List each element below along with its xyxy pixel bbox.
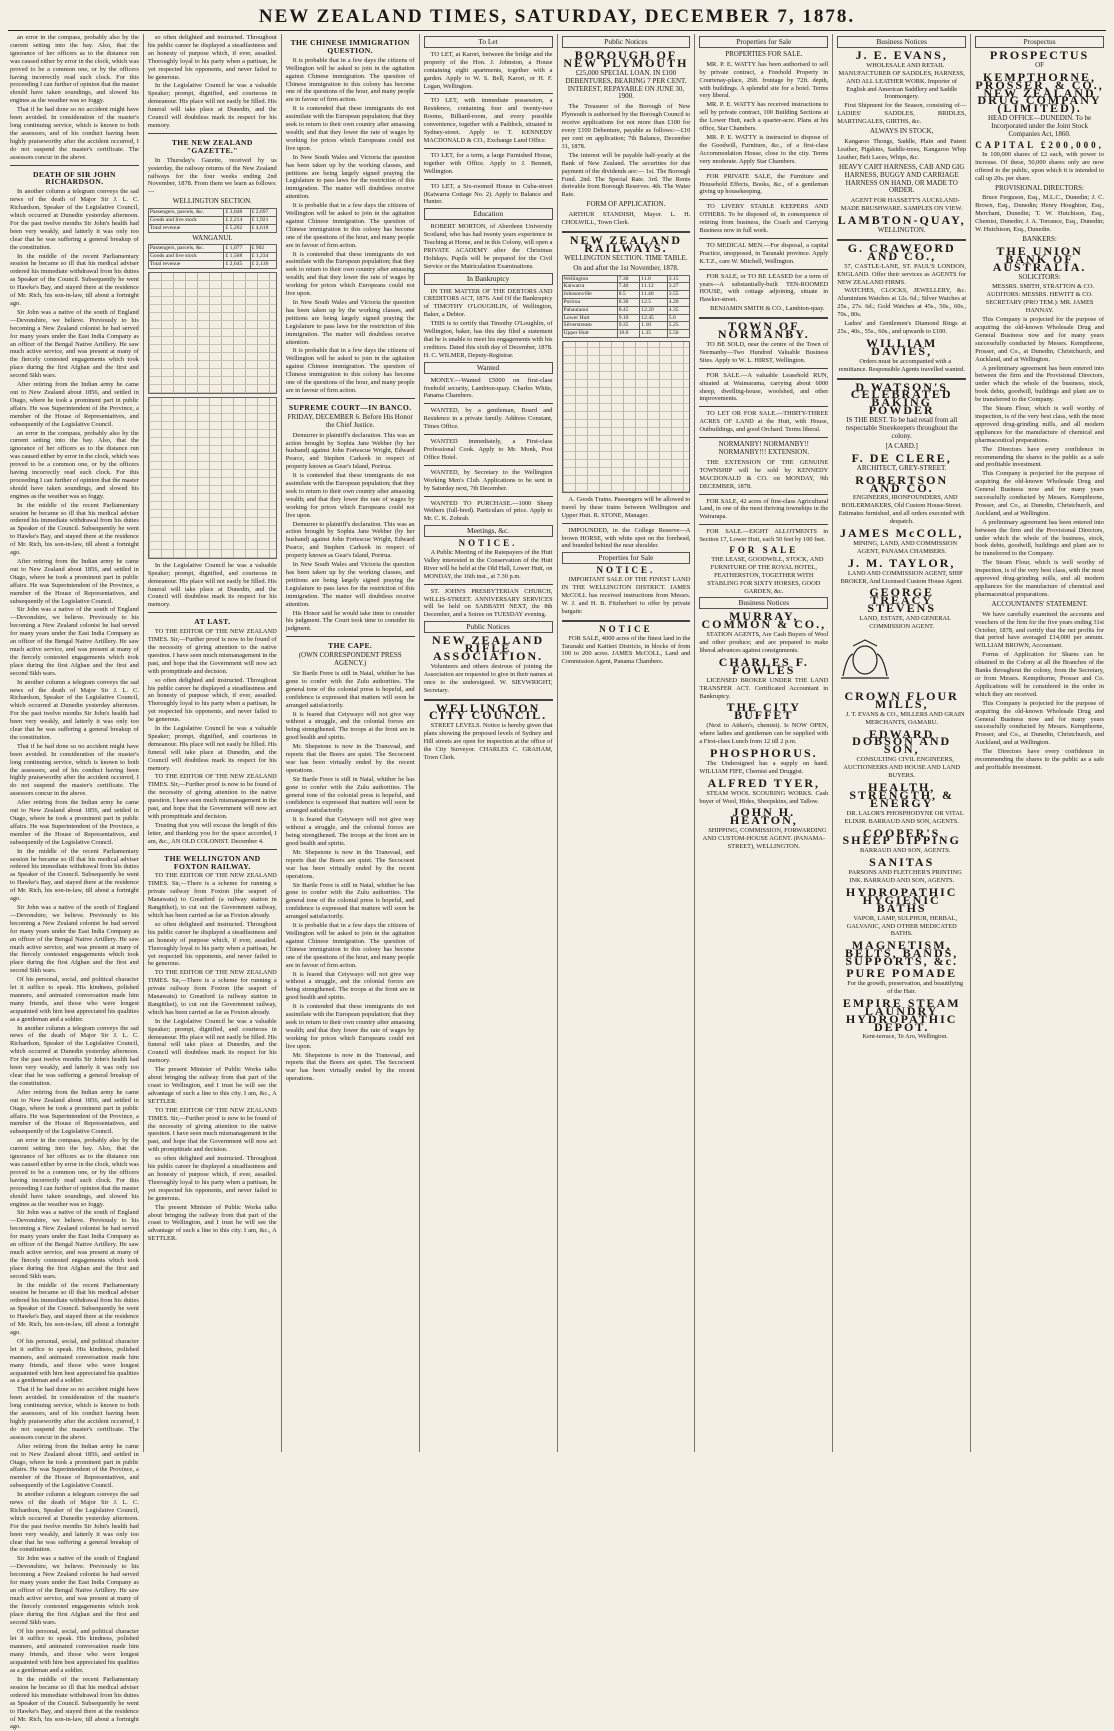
subheading: £25,000 SPECIAL LOAN. IN £100 DEBENTURES, BEARING 7 PER CENT. INTEREST, REPAYABLE ON JUNE 30, 1900. — [565, 68, 687, 101]
notice-heading: HEALTH, STRENGTH, & ENERGY — [849, 779, 955, 810]
advertisement: STATION AGENTS, Are Cash Buyers of Wool and other produce; and are prepared to make liberal advances against consignments. — [699, 631, 829, 654]
subheading: PROPERTIES FOR SALE. — [725, 49, 803, 58]
table-row: Johnsonville 8.5 11.40 3.55 — [562, 291, 690, 299]
columns — [6, 34, 1108, 1731]
advertisement: WHOLESALE AND RETAIL MANUFACTURER OF SADDLES, HARNESS, AND ALL LEATHER WORK. Importer of English and American Saddlery and Saddle Ironmongery. — [838, 61, 965, 101]
paragraph: It is probable that in a few days the citizens of Wellington will be asked to join in the agitation against Chinese immigration. The question of Chinese immigration to this colony has become one of the questions of the hour, and many people are in favour of firm action. — [285, 347, 415, 394]
advertisement: TO MEDICAL MEN.—For disposal, a capital Practice, unopposed, in Taranaki province. Apply K.T.Z., care W. Mitchell, Wellington. — [699, 241, 829, 265]
subheading: NORMANBY! NORMANBY!! NORMANBY!!! EXTENSION. — [718, 440, 810, 456]
notice-heading: ALFRED TYER, — [707, 775, 821, 790]
advertisement: 57, CASTLE-LANE, ST. PAUL'S LONDON, ENGLAND. Offer their services as AGENTS for NEW ZEALAND FIRMS. — [837, 262, 967, 286]
article-heading: THE WELLINGTON AND FOXTON RAILWAY. — [164, 853, 261, 871]
notice-heading: D WATSON'S CELEBRATED BAKING POWDER — [850, 379, 953, 418]
section-heading: Wanted — [424, 362, 553, 374]
paragraph: It is probable that in a few days the citizens of Wellington will be asked to join in the agitation against Chinese immigration. The question of Chinese immigration to this colony has become one of the questions of the hour, and many people are in favour of firm action. — [285, 202, 415, 249]
paragraph: In the middle of the recent Parliamentary session he became so ill that his medical adviser ordered his immediate withdrawal from his duties as Speaker of the Council. Subsequently he went to Hawke's Bay, and stayed there at the residence of Mr. Rich, his son-in-law, till about a fortnight ago. — [10, 847, 139, 903]
advertisement: Orders must be accompanied with a remittance. Responsible Agents travelled wanted. — [838, 357, 965, 373]
paragraph: TO THE EDITOR OF THE NEW ZEALAND TIMES. Sir,—Further proof is now to be found of the necessity of giving attention to the native question. I have seen much mismanagement in the past, and hope that the Government will now act with promptitude and decision. — [147, 773, 277, 820]
advertisement: WANTED, by a gentleman, Board and Residence in a private family. Address Constant, Times Office. — [423, 407, 553, 431]
advertisement: TO LIVERY STABLE KEEPERS AND OTHERS. To be disposed of, in consequence of retiring from business, the Coach and Carrying Business now in full work. — [699, 203, 829, 235]
paragraph: Sir Bartle Frere is still in Natal, whither he has gone to confer with the Zulu authorities. The general tone of the colonial press is hopeful, and confidence is expressed that matters will soon be arranged satisfactorily. — [285, 775, 415, 815]
advertisement: ST. JOHN'S PRESBYTERIAN CHURCH, WILLIS-STREET. ANNIVERSARY SERVICES will be held on SABBATH NEXT, the 8th December, and a Soiree on TUESDAY evening. — [423, 587, 553, 619]
paragraph: That if he had done so no accident might have been avoided. In consideration of the master's long continuing service, which is known to both the assessors, and of his conduct having been highly praiseworthy after the accident occurred, I do not suspend the master's certificate. The assessors concur in the above. — [10, 1386, 139, 1441]
paragraph: A preliminary agreement has been entered into between the firm and the Provisional Directors, under which the whole of the business, stock, book debts, goodwill, buildings and plant are to be transferred to the Company. — [975, 518, 1104, 558]
advertisement: THIS is to certify that Timothy O'Loughlin, of Wellington, baker, has this day filed a statement that he is unable to meet his engagements with his creditors. Dated this sixth day of December, 1878. H. C. WILMER, Deputy-Registrar. — [423, 320, 553, 359]
advertisement: STREET LEVELS. Notice is hereby given that plans showing the proposed levels of Sydney and Hill streets are open for inspection at the office of the City Surveyor. CHARLES C. GRAHAM, Town Clerk. — [423, 722, 553, 761]
notice-heading: KEMPTHORNE, PROSSER, & CO., NEW ZEALAND DRUG COMPANY (LIMITED). — [975, 69, 1104, 116]
advertisement: The Undersigned has a supply on hand. WILLIAM FIFE, Chemist and Druggist. — [699, 759, 829, 775]
paragraph: The present Minister of Public Works talks about bringing the railway from that part of the coast to Wellington, and I trust he will see the advantage of such a line to this city. I am, &c., A SETTLER. — [147, 1203, 277, 1243]
table-row: Upper Hutt 10.0 1.35 5.50 — [562, 330, 690, 338]
paragraph: It is feared that Cetywayo will not give way without a struggle, and the colonial forces are being strengthened. The troops at the front are in good health and spirits. — [285, 710, 415, 742]
notice-heading: J. M. TAYLOR, — [847, 555, 956, 570]
advertisement: TO LET OR FOR SALE.—THIRTY-THREE ACRES OF LAND at the Hutt, with House, Outbuildings, and good Orchard. Terms liberal. — [699, 410, 829, 434]
advertiser: BENJAMIN SMITH & CO., Lambton-quay. — [710, 305, 825, 313]
paragraph: This Company is projected for the purpose of acquiring the old-known Wholesale Drug and General Business now and for many years successfully conducted by Messrs. Kempthorne, Prosser, and Co., at Dunedin, Christchurch, and Auckland, and at Wellington. — [975, 699, 1104, 747]
paragraph: It is contended that these immigrants do not assimilate with the European population; that they seek to return to their own country after amassing wealth; and that they lower the rate of wages by working for prices which Europeans could not live upon. — [285, 105, 415, 152]
subheading: FORM OF APPLICATION. — [586, 200, 666, 209]
paragraph: Of his personal, social, and political character let it suffice to speak. His kindness, polished manners, and animated conversation made him many friends, and those who were longest acquainted with him best appreciated his qualities as a gentleman and a soldier. — [10, 1337, 139, 1385]
advertisement: ENGINEERS, IRONFOUNDERS, AND BOILERMAKERS, Old Custom House-Street. Estimates furnished, and all orders executed with despatch. — [838, 494, 965, 526]
paragraph: A preliminary agreement has been entered into between the firm and the Provisional Directors, under which the whole of the business, stock, book debts, goodwill, buildings and plant are to be transferred to the Company. — [975, 364, 1104, 404]
advertisement: The interest will be payable half-yearly at the Bank of New Zealand. The securities for due payment of the dividends are:— 1st. The Borough Fund. 2nd. The Special Rate. 3rd. The Rents derivable from Borough Reserves. 4th. The Water Rate. — [561, 151, 691, 199]
paragraph: It is probable that in a few days the citizens of Wellington will be asked to join in the agitation against Chinese immigration. The question of Chinese immigration to this colony has become one of the questions of the hour, and many people are in favour of firm action. — [285, 56, 415, 104]
advertisement: FOR PRIVATE SALE, the Furniture and Household Effects, Books, &c., of a gentleman giving up housekeeping. — [699, 172, 829, 196]
subheading: OF — [1035, 60, 1045, 69]
paragraph: Sir Bartle Frere is still in Natal, whither he has gone to confer with the Zulu authorities. The general tone of the colonial press is hopeful, and confidence is expressed that matters will soon be arranged satisfactorily. — [285, 669, 415, 709]
advertisement: ARTHUR STANDISH, Mayor. L. H. CHOLWILL, Town Clerk. — [561, 211, 691, 227]
section-heading: Education — [424, 208, 553, 220]
advertisement: Kent-terrace, Te Aro, Wellington. — [862, 1033, 948, 1041]
paragraph: Sir John was a native of the south of England—Devonshire, we believe. Previously to his becoming a New Zealand colonist he had served for many years under the East India Company as an officer of the Bengal Native Artillery. He saw much active service, and was present at many of the fiercely contested engagements which took place during the first Afghan and the first and second Sikh wars. — [10, 903, 139, 975]
section-heading: In Bankruptcy — [424, 273, 553, 285]
paragraph: Sir John was a native of the south of England—Devonshire, we believe. Previously to his becoming a New Zealand colonist he had served for many years under the East India Company as an officer of the Bengal Native Artillery. He saw much active service, and was present at many of the fiercely contested engagements which took place during the first Afghan and the first and second Sikh wars. — [10, 1209, 139, 1280]
advertisement: First Shipment for the Season, consisting of—LADIES' SADDLES, BRIDLES, MARTINGALES, GIRTHS, &c. — [837, 102, 967, 126]
divider — [699, 199, 828, 200]
advertisement: J. T. EVANS & CO., MILLERS AND GRAIN MERCHANTS, OAMARU. — [845, 710, 965, 726]
paragraph: Mr. Shepstone is now in the Transvaal, and reports that the Boers are quiet. The Secocoeni war has been virtually ended by the recent operations. — [285, 1051, 415, 1083]
returns-table — [148, 208, 277, 232]
advertisement: TO LET, for a term, a large Furnished House, together with Office. Apply to J. Bennett, Wellington. — [423, 151, 553, 175]
paragraph: In another column a telegram conveys the sad news of the death of Major Sir J. L. C. Richardson, Speaker of the Legislative Council, which occurred at Dunedin yesterday afternoon. For the past twelve months Sir John's health had been very weakly, and latterly it was only too clear that he was suffering a general breakup of the constitution. — [10, 1491, 139, 1554]
notice-heading: GEORGE TREACY STEVENS — [867, 585, 937, 616]
divider — [424, 496, 553, 497]
paragraph: That if he had done so no accident might have been avoided. In consideration of the master's long continuing service, which is known to both the assessors, and of his conduct having been highly praiseworthy after the accident occurred, I do not suspend the master's certificate. The assessors concur in the above. — [10, 742, 139, 798]
advertisement: LAND AND COMMISSION AGENT, SHIP BROKER, And Licensed Custom House Agent. — [840, 569, 963, 585]
notice-heading: JAMES McCOLL, — [840, 526, 964, 541]
section-heading: Prospectus — [975, 36, 1104, 48]
notice-heading: F. DE CLERE, — [851, 450, 952, 465]
notice-heading: NEW ZEALAND RIFLE ASSOCIATION. — [431, 633, 545, 663]
subheading: WELLINGTON SECTION. TIME TABLE. — [564, 253, 688, 262]
divider — [699, 437, 828, 438]
advertisement: Kangaroo Thongs, Saddle, Plain and Patent Leather, Pigskins, Saddle-trees, Kangaroo Whip Leather, Belt Laces, Whips, &c. — [837, 137, 967, 161]
statistics-table-block — [148, 272, 277, 394]
advertisement: STEAM WOOL SCOURING WORKS. Cash buyer of Wool, Hides, Sheepskins, and Tallow. — [699, 789, 829, 805]
notice-heading: ROBERTSON AND CO. — [855, 472, 949, 495]
paragraph: Sir John was a native of the south of England—Devonshire, we believe. Previously to his becoming a New Zealand colonist he had served for many years under the East India Company as an officer of the Bengal Native Artillery. He saw much active service, and was present at many of the fiercely contested engagements which took place during the first Afghan and the first and second Sikh wars. — [10, 606, 139, 677]
advertisement: IN THE MATTER OF THE DEBTORS AND CREDITORS ACT, 1876. And Of the Bankruptcy of TIMOTHY O'LOUGHLIN, of Wellington, Baker, a Debtor. — [423, 287, 553, 319]
paragraph: Demurrer to plaintiff's declaration. This was an action brought by Sophia Jane Webber (by her husband) against John Fortescue Wright, Edward Pearce, and Stephen Carkeek in respect of property known as Gear's Island, Porirua. — [285, 520, 415, 560]
divider — [424, 434, 553, 435]
advertisement: TO LET, a Six-roomed House in Cuba-street (Kaiwarra Cottage No. 2). Apply to Balance and Hunter. — [423, 182, 553, 206]
paragraph: It is contended that these immigrants do not assimilate with the European population; that they seek to return to their own country after amassing wealth; and that they lower the rate of wages by working for prices which Europeans could not live upon. — [285, 250, 415, 298]
column-1 — [6, 34, 144, 1731]
paragraph: In another column a telegram conveys the sad news of the death of Major Sir J. L. C. Richardson, Speaker of the Legislative Council, which occurred at Dunedin yesterday afternoon. For the past twelve months Sir John's health had been very weakly, and latterly it was only too clear that he was suffering a general breakup of the constitution. — [10, 678, 139, 741]
column-4 — [420, 34, 558, 1452]
notice-heading: G. CRAWFORD AND CO., — [847, 240, 956, 263]
paragraph: Mr. Shepstone is now in the Transvaal, and reports that the Boers are quiet. The Secocoeni war has been virtually ended by the recent operations. — [285, 743, 415, 774]
column-7 — [833, 34, 971, 1452]
advertisement: WANTED, by Secretary to the Wellington Working Men's Club. Applications to be sent in by Saturday next, 7th December. — [423, 468, 553, 492]
advertisement: VAPOR, LAMP, SULPHUR, HERBAL, GALVANIC, AND OTHER MEDICATED BATHS. — [846, 914, 958, 938]
divider — [10, 165, 139, 166]
table-row: Porirua 8.30 12.5 4.20 — [562, 298, 690, 306]
paragraph: Of his personal, social, and political character let it suffice to speak. His kindness, polished manners, and animated conversation made him many friends, and those who were longest acquainted with him best appreciated his qualities as a gentleman and a soldier. — [10, 1627, 139, 1675]
divider — [286, 636, 415, 637]
paragraph: so often delighted and instructed. Throughout his public career he displayed a steadfastness and an honesty of purpose which, if ever, assailed. Thoroughly loyal to his party when a partisan, he yet respected his opponents, and never failed to be generous. — [147, 676, 277, 724]
paragraph: TO THE EDITOR OF THE NEW ZEALAND TIMES. Sir,—Further proof is now to be found of the necessity of giving attention to the native question. I have seen much mismanagement in the past, and hope that the Government will now act with promptitude and decision. — [147, 1106, 277, 1154]
advertisement: MINING, LAND, AND COMMISSION AGENT, PANAMA CHAMBERS. — [853, 539, 958, 555]
notice-heading: COOPER'S SHEEP DIPPING — [842, 825, 961, 848]
paragraph: In the Legislative Council he was a valuable Speaker; prompt, dignified, and courteous in demeanour. His place will not easily be filled. His funeral will take place at Dunedin, and the Council will doubtless mark its respect for his memory. — [147, 1017, 277, 1065]
paragraph: The Directors have every confidence in recommending the shares to the public as a safe and profitable investment. — [975, 748, 1104, 771]
article-heading: THE NEW ZEALAND "GAZETTE." — [171, 137, 253, 155]
advertisement: MONEY.—Wanted £5000 on first-class freehold security, Lambton-quay. Charles White, Panama Chambers. — [423, 376, 553, 400]
table-row: Total revenue £ 2,645 £ 2,136 — [148, 261, 276, 269]
paragraph: This Company is projected for the purpose of acquiring the old-known Wholesale Drug and General Business now and for many years successfully conducted by Messrs. Kempthorne, Prosser, and Co., at Dunedin, Christchurch, and Auckland, and at Wellington. — [975, 316, 1104, 363]
advertisement: MR. P. E. WATTY has received instructions to sell by private contract, 100 Building Sections at the Lower Hutt, each a quarter-acre. Plans at his office, Star Chambers. — [699, 101, 829, 133]
paragraph: The present Minister of Public Works talks about bringing the railway from that part of the coast to Wellington, and I trust he will see the advantage of such a line to this city. I am, &c., A SETTLER. — [147, 1066, 277, 1105]
section-heading: Properties for Sale — [562, 552, 691, 564]
paragraph: so often delighted and instructed. Throughout his public career he displayed a steadfastness and an honesty of purpose which, if ever, assailed. Thoroughly loyal to his party when a partisan, he yet respected his opponents, and never failed to be generous. — [147, 1155, 277, 1202]
paragraph: It is feared that Cetywayo will not give way without a struggle, and the colonial forces are being strengthened. The troops at the front are in good health and spirits. — [285, 816, 415, 847]
divider — [148, 612, 277, 613]
divider — [148, 849, 277, 850]
paragraph: In another column a telegram conveys the sad news of the death of Major Sir J. L. C. Richardson, Speaker of the Legislative Council, which occurred at Dunedin yesterday afternoon. For the past twelve months Sir John's health had been very weakly, and latterly it was only too clear that he was suffering a general breakup of the constitution. — [10, 1024, 139, 1087]
paragraph: It is contended that these immigrants do not assimilate with the European population; that they seek to return to their own country after amassing wealth; and that they lower the rate of wages by working for prices which Europeans could not live upon. — [285, 1003, 415, 1050]
table-heading: WANGANUI. — [192, 233, 233, 242]
paragraph: MESSRS. SMITH, STRATTON & CO. AUDITORS: MESSRS. HEWITT & CO. SECRETARY (PRO TEM.): MR. JAMES HANNAY. — [985, 283, 1095, 315]
divider — [699, 238, 828, 239]
masthead: NEW ZEALAND TIMES, SATURDAY, DECEMBER 7, 1878. — [258, 6, 856, 27]
masthead-rule — [8, 30, 1106, 31]
paragraph: Forms of Application for Shares can be obtained in the Colony at all the Branches of the Banks throughout the colony, from the Secretary, or from Messrs. Kempthorne, Prosser and Co. Applications will be considered in the order in which they are received. — [975, 651, 1104, 698]
paragraph: In the middle of the recent Parliamentary session he became so ill that his medical adviser ordered his immediate withdrawal from his duties as Speaker of the Council. Subsequently he went to Hawke's Bay, and stayed there at the residence of Mr. Rich, his son-in-law, till about a fortnight ago. — [10, 252, 139, 307]
table-heading: WELLINGTON SECTION. — [172, 197, 252, 206]
paragraph: That if he had done so no accident might have been avoided. In consideration of the master's long continuing service, which is known to both the assessors, and of his conduct having been highly praiseworthy after the accident occurred, I do not suspend the master's certificate. The assessors concur in the above. — [10, 106, 139, 161]
subheading: ACCOUNTANTS' STATEMENT. — [991, 599, 1088, 608]
article-heading: DEATH OF SIR JOHN RICHARDSON. — [32, 169, 116, 187]
returns-table — [148, 244, 277, 268]
notice-heading: THE CITY BUFFET — [726, 700, 801, 723]
column-2 — [144, 34, 282, 1452]
paragraph: an error in the compass, probably also by the current setting into the bay. Also, that the ignorance of her officers as to the distance run was caused either by error in the clock, which was proved to be a common one, or by the officers having incorrectly read such clock. For this proceeding I can further of opinion that the master should have taken soundings, and slowed his engines as the weather was so foggy. — [10, 429, 139, 500]
section-heading: Public Notices — [424, 621, 553, 633]
paragraph: We have carefully examined the accounts and vouchers of the firm for the five years ending 31st October, 1878, and certify that the net profits for that period have averaged £14,000 per annum. WILLIAM BROWN, Accountant. — [975, 610, 1104, 650]
notice-heading: TOWN OF NORMANBY. — [717, 319, 810, 342]
advertisement: (Next to Aitken's, chemist). Is NOW OPEN, where ladies and gentlemen can be supplied with a First-class Lunch from 12 till 2 p.m. — [699, 722, 829, 746]
subheading: [A CARD.] — [885, 441, 918, 450]
capital-heading: CAPITAL £200,000, — [975, 139, 1104, 150]
advertisement: TO LET, with immediate possession, a Residence, containing four and twenty-two Rooms, Billiard-room, and every possible convenience, together with a Paddock, situated in Sydney-street. Apply to T. KENNEDY MACDONALD & CO., Exchange Land Office. — [423, 97, 553, 144]
divider — [699, 368, 828, 369]
royal-crest-icon — [837, 636, 893, 682]
notice-heading: SANITAS — [869, 855, 935, 870]
divider — [699, 524, 828, 525]
paragraph: In New South Wales and Victoria the question has been taken up by the working classes, and petitions are being largely signed praying the Legislature to pass laws for the restriction of this immigration. The matter will doubtless receive attention. — [285, 153, 415, 201]
notice-heading: THE UNION BANK OF AUSTRALIA. — [992, 243, 1087, 274]
section-heading: Public Notices — [562, 36, 691, 48]
paragraph: In the Legislative Council he was a valuable Speaker; prompt, dignified, and courteous in demeanour. His place will not easily be filled. His funeral will take place at Dunedin, and the Council will doubtless mark its respect for his memory. — [147, 725, 277, 772]
paragraph: In New South Wales and Victoria the question has been taken up by the working classes, and petitions are being largely signed praying the Legislature to pass laws for the restriction of this immigration. The matter will doubtless receive attention. — [285, 299, 415, 346]
advertisement: PARSONS AND FLETCHER'S PRINTING INK. BARRAUD AND SON, AGENTS. — [848, 869, 962, 885]
subheading: ARCHITECT, GREY-STREET. — [856, 463, 947, 472]
paragraph: In 100,000 shares of £2 each, with power to increase. Of these, 50,000 shares only are now offered to the public, upon which it is intended to call up 20s. per share. — [975, 150, 1104, 182]
notice-heading: NOTICE — [599, 623, 653, 634]
advertisement: ROBERT MORTON, of Aberdeen University Scotland, who has had twenty years experience in Teaching at Home, and in this Colony, will open a PRIVATE ACADEMY after the Christmas Holidays. Pupils will be prepared for the Civil Service or the Matriculation Examinations. — [423, 223, 553, 270]
column-6 — [695, 34, 833, 1452]
paragraph: The Steam Flour, which is well worthy of inspection, is of the very best class, with the most approved drug-grinding mills, and all modern appliances for the manufacture of chemical and pharmaceutical preparations. — [975, 405, 1104, 444]
advertisement: IMPORTANT SALE OF THE FINEST LAND IN THE WELLINGTON DISTRICT. JAMES McCOLL has received instructions from Messrs. W. J. and H. B. Fitzherbert to offer by private bargain: — [561, 576, 691, 615]
notice-heading: JOHN H. HEATON, — [729, 805, 798, 828]
subheading: On and after the 1st November, 1878. — [573, 263, 679, 272]
paragraph: In another column a telegram conveys the sad news of the death of Major Sir J. L. C. Richardson, Speaker of the Legislative Council, which occurred at Dunedin yesterday afternoon. For the past twelve months Sir John's health had been very weakly, and latterly it was only too clear that he was suffering a general breakup of the constitution. — [10, 188, 139, 251]
paragraph: Mr. Shepstone is now in the Transvaal, and reports that the Boers are quiet. The Secocoeni war has been virtually ended by the recent operations. — [285, 848, 415, 880]
paragraph: so often delighted and instructed. Throughout his public career he displayed a steadfastness and an honesty of purpose which, if ever, assailed. Thoroughly loyal to his party when a partisan, he yet respected his opponents, and never failed to be generous. — [147, 34, 277, 81]
advertisement: CONSULTING CIVIL ENGINEERS, AUCTIONEERS AND HOUSE AND LAND BUYERS. — [843, 756, 961, 780]
paragraph: In the Legislative Council he was a valuable Speaker; prompt, dignified, and courteous in demeanour. His place will not easily be filled. His funeral will take place at Dunedin, and the Council will doubtless mark its respect for his memory. — [147, 561, 277, 609]
paragraph: Trusting that you will excuse the length of this letter, and thanking you for the space accorded, I am, &c., AN OLD COLONIST. December 4. — [147, 821, 277, 845]
notice-heading: NOTICE. — [596, 565, 656, 576]
paragraph: In New South Wales and Victoria the question has been taken up by the working classes, and petitions are being largely signed praying the Legislature to pass laws for the restriction of this immigration. The matter will doubtless receive attention. — [285, 561, 415, 608]
paragraph: In the middle of the recent Parliamentary session he became so ill that his medical adviser ordered his immediate withdrawal from his duties as Speaker of the Council. Subsequently he went to Hawke's Bay, and stayed there at the residence of Mr. Rich, his son-in-law, till about a fortnight ago. — [10, 1675, 139, 1731]
notice-heading: MURRAY, COMMON & CO., — [701, 609, 827, 632]
paragraph: In Thursday's Gazette, received by us yesterday, the railway returns of the New Zealand railways for the four weeks ending 2nd November, 1878. From them we learn as follows:— — [147, 156, 277, 196]
notice-heading: BOROUGH OF NEW PLYMOUTH — [563, 47, 689, 70]
paragraph: so often delighted and instructed. Throughout his public career he displayed a steadfastness and an honesty of purpose which, if ever, assailed. Thoroughly loyal to his party when a partisan, he yet respected his opponents, and never failed to be generous. — [147, 920, 277, 968]
table-row: Wellington 7.30 11.0 3.15 — [562, 275, 690, 283]
table-row: Goods and live stock £ 1,568 £ 1,234 — [148, 253, 276, 261]
notice-heading: HYDROPATHIC HYGIENIC BATHS — [845, 884, 958, 915]
advertisement: LICENSED BROKER UNDER THE LAND TRANSFER ACT. Certificated Accountant in Bankruptcy. — [699, 676, 829, 700]
subheading: SOLICITORS: — [1018, 272, 1061, 281]
advertisement: TO BE SOLD, near the centre of the Town of Normanby—Two Hundred Valuable Business Sites. Apply to W. L. HIRST, Wellington. — [699, 341, 829, 364]
notice-heading: J. E. EVANS, — [855, 47, 948, 62]
notice-heading: NOTICE. — [458, 538, 518, 549]
section-heading: To Let — [424, 36, 553, 48]
table-row: Kaiwarra 7.40 11.12 3.27 — [562, 283, 690, 291]
advertisement: FOR SALE, 4000 acres of the finest land in the Taranaki and Kaitieri Districts, in blocks of from 100 to 200 acres. JAMES McCOLL, Land and Commission Agent, Panama Chambers. — [561, 634, 691, 666]
subheading: WELLINGTON. — [877, 226, 926, 235]
paragraph: Demurrer to plaintiff's declaration. This was an action brought by Sophia Jane Webber (by her husband) against John Fortescue Wright, Edward Pearce, and Stephen Carkeek in respect of property known as Gear's Island, Porirua. — [285, 431, 415, 471]
table-row: Passengers, parcels, &c. £ 1,077 £ 902 — [148, 245, 276, 253]
paragraph: TO THE EDITOR OF THE NEW ZEALAND TIMES. Sir,—Further proof is now to be found of the necessity of giving attention to the native question. I have seen much mismanagement in the past, and hope that the Government will now act with promptitude and decision. — [147, 628, 277, 675]
divider — [562, 523, 691, 524]
divider — [286, 398, 415, 399]
subheading: ALWAYS IN STOCK, — [869, 127, 934, 136]
paragraph: Sir John was a native of the south of England—Devonshire, we believe. Previously to his becoming a New Zealand colonist he had served for many years under the East India Company as an officer of the Bengal Native Artillery. He saw much active service, and was present at many of the fiercely contested engagements which took place during the first Afghan and the first and second Sikh wars. — [10, 308, 139, 380]
article-heading: THE CAPE. — [328, 641, 373, 651]
paragraph: Of his personal, social, and political character let it suffice to speak. His kindness, polished manners, and animated conversation made him many friends, and those who were longest acquainted with him best appreciated his qualities as a gentleman and a soldier. — [10, 976, 139, 1023]
article-heading: THE CHINESE IMMIGRATION QUESTION. — [290, 38, 410, 55]
section-heading: Business Notices — [837, 36, 966, 48]
paragraph: After retiring from the Indian army he came out to New Zealand about 1856, and settled in Otago, where he took a prominent part in public affairs. He was Superintendent of the Province, a member of the House of Representatives, and subsequently of the Legislative Council. — [10, 1442, 139, 1490]
paragraph: Sir Bartle Frere is still in Natal, whither he has gone to confer with the Zulu authorities. The general tone of the colonial press is hopeful, and confidence is expressed that matters will soon be arranged satisfactorily. — [285, 881, 415, 921]
column-3 — [282, 34, 420, 1452]
notice-heading: PURE POMADE — [846, 966, 958, 981]
advertisement: The Treasurer of the Borough of New Plymouth is authorised by the Borough Council to receive applications for not more than £100 for every £100 Debenture, payable as follows:—£10 per cent on application; 7th Balance, December 31, 1878. — [561, 103, 691, 150]
table-row: Silverstream 9.35 1.10 5.25 — [562, 322, 690, 330]
paragraph: In the Legislative Council he was a valuable Speaker; prompt, dignified, and courteous in demeanour. His place will not easily be filled. His funeral will take place at Dunedin, and the Council will doubtless mark its respect for his memory. — [147, 82, 277, 129]
section-heading: Properties for Sale — [699, 36, 828, 48]
section-heading: Meetings, &c. — [424, 525, 553, 537]
advertisement: FOR SALE.—EIGHT ALLOTMENTS in Section 17, Lower Hutt, each 50 feet by 100 feet. — [699, 528, 829, 544]
paragraph: It is contended that these immigrants do not assimilate with the European population; that they seek to return to their own country after amassing wealth; and that they lower the rate of wages by working for prices which Europeans could not live upon. — [285, 472, 415, 519]
notice-heading: PROSPECTUS — [989, 47, 1090, 62]
notice-heading: WILLIAM DAVIES, — [866, 335, 938, 358]
divider — [424, 93, 553, 94]
notice-heading: PHOSPHORUS. — [709, 745, 818, 760]
section-heading: Business Notices — [699, 597, 828, 609]
advertisement: WANTED TO PURCHASE.—1000 Sheep Wethers (full-bred). Particulars of price. Apply to Mr. C. K. Zohrab. — [423, 499, 553, 523]
statistics-table-block — [148, 397, 277, 559]
column-8 — [971, 34, 1108, 1452]
paragraph: It is probable that in a few days the citizens of Wellington will be asked to join in the agitation against Chinese immigration. The question of Chinese immigration to this colony has become one of the questions of the hour, and many people are in favour of firm action. — [285, 922, 415, 969]
notice-heading: CHARLES F. FOWLES — [718, 654, 809, 677]
subheading: FRIDAY, DECEMBER 6. Before His Honor the Chief Justice. — [287, 412, 413, 429]
column-5 — [558, 34, 696, 1452]
notice-heading: LAMBTON-QUAY, — [837, 213, 966, 228]
article-heading: SUPREME COURT—IN BANCO. — [288, 402, 412, 412]
notice-heading: MAGNETISM, BELTS, BANDS, SUPPORTS, &c. — [845, 938, 959, 969]
table-row: Lower Hutt 9.10 12.45 5.0 — [562, 314, 690, 322]
paragraph: an error in the compass, probably also by the current setting into the bay. Also, that the ignorance of her officers as to the distance run was caused either by error in the clock, which was proved to be a common one, or by the officers having incorrectly read such clock. For this proceeding I can further of opinion that the master should have taken soundings, and slowed his engines as the weather was so foggy. — [10, 1137, 139, 1208]
divider — [424, 148, 553, 149]
divider — [424, 403, 553, 404]
advertisement: SHIPPING, COMMISSION, FORWARDING AND CUSTOM-HOUSE AGENT. (PANAMA-STREET), WELLINGTON. — [702, 827, 827, 851]
divider — [424, 465, 553, 466]
divider — [562, 620, 691, 622]
divider — [424, 584, 553, 585]
notice-heading: EDWARD DOBSON AND SON, — [852, 726, 952, 757]
paragraph: This Company is projected for the purpose of acquiring the old-known Wholesale Drug and General Business now and for many years successfully conducted by Messrs. Kempthorne, Prosser, and Co., at Dunedin, Christchurch, and Auckland, and at Wellington. — [975, 470, 1104, 517]
advertisement: IMPOUNDED, in the College Reserve—A brown HORSE, with white spot on the forehead, and branded behind the near shoulder. — [561, 526, 691, 550]
table-row: Pahautanui 8.45 12.20 4.35 — [562, 306, 690, 314]
paragraph: The Directors have every confidence in recommending the shares to the public as a safe and profitable investment. — [975, 445, 1104, 469]
notice-heading: WELLINGTON CITY COUNCIL. — [428, 700, 548, 723]
paragraph: TO THE EDITOR OF THE NEW ZEALAND TIMES. Sir,—There is a scheme for running a private railway from Foxton (the seaport of Manawatu) to Greatford (a railway station in Rangitikei), to cut out the Government railway, which has been carried as far as Foxton already. — [147, 969, 277, 1016]
advertisement: Volunteers and others desirous of joining the Association are requested to give in their names at once to the undersigned. W. SIEVWRIGHT, Secretary. — [423, 662, 553, 694]
time-table — [562, 275, 691, 338]
paragraph: After retiring from the Indian army he came out to New Zealand about 1856, and settled in Otago, where he took a prominent part in public affairs. He was Superintendent of the Province, a member of the House of Representatives, and subsequently of the Legislative Council. — [10, 799, 139, 846]
advertisement: Ladies' and Gentlemen's Diamond Rings at 25s., 40s., 55s., 60s., and upwards to £100. — [837, 320, 967, 335]
paragraph: The Steam Flour, which is well worthy of inspection, is of the very best class, with the most approved drug-grinding mills, and all modern appliances for the manufacture of chemical and pharmaceutical preparations. — [975, 559, 1104, 598]
time-table-block — [562, 341, 691, 493]
table-row: Total revenue £ 5,262 £ 4,618 — [148, 224, 276, 232]
divider — [699, 406, 828, 407]
advertisement: For the growth, preservation, and beautifying of the Hair. — [847, 980, 964, 995]
subheading: HEAD OFFICE—DUNEDIN. To be Incorporated under the Joint Stock Companies Act, 1860. — [987, 114, 1092, 139]
divider — [699, 169, 828, 170]
notice-heading: CROWN FLOUR MILLS, — [844, 688, 959, 711]
subheading: PROVISIONAL DIRECTORS: — [995, 183, 1084, 192]
advertisement: FOR SALE.—A valuable Leasehold RUN, situated at Waimarama, carrying about 6000 sheep, dwelling-house, woolshed, and other improvements. — [699, 371, 829, 403]
advertisement: A. Goods Trains. Passengers will be allowed to travel by these trains between Wellington and Upper Hutt. R. STONE, Manager. — [561, 495, 691, 519]
advertisement: LAND, ESTATE, AND GENERAL COMMISSION AGENT. — [859, 615, 951, 631]
subheading: HEAVY CART HARNESS, CAB AND GIG HARNESS, BUGGY AND CARRIAGE HARNESS ON HAND, OR MADE TO ORDER. — [838, 162, 965, 195]
paragraph: After retiring from the Indian army he came out to New Zealand about 1856, and settled in Otago, where he took a prominent part in public affairs. He was Superintendent of the Province, a member of the House of Representatives, and subsequently of the Legislative Council. — [10, 1088, 139, 1136]
advertisement: FOR SALE, 42 acres of first-class Agricultural Land, in one of the most thriving townships in the Wairarapa. — [699, 497, 829, 521]
paragraph: Sir John was a native of the south of England—Devonshire, we believe. Previously to his becoming a New Zealand colonist he had served for many years under the East India Company as an officer of the Bengal Native Artillery. He saw much active service, and was present at many of the fiercely contested engagements which took place during the first Afghan and the first and second Sikh wars. — [10, 1555, 139, 1626]
advertisement: THE EXTENSION OF THE GENUINE TOWNSHIP will be sold by KENNEDY MACDONALD & CO. on MONDAY, 9th DECEMBER, 1878. — [699, 458, 829, 490]
paragraph: TO THE EDITOR OF THE NEW ZEALAND TIMES. Sir,—There is a scheme for running a private railway from Foxton (the seaport of Manawatu) to Greatford (a railway station in Rangitikei), to cut out the Government railway, which has been carried as far as Foxton already. — [147, 872, 277, 919]
paragraph: His Honor said he would take time to consider his judgment. The Court took time to consider its judgment. — [285, 609, 415, 633]
subheading: (OWN CORRESPONDENT PRESS AGENCY.) — [298, 651, 402, 668]
advertisement: MR. P. E. WATTY has been authorised to sell by private contract, a Freehold Property in Courtenay-place, 26ft. frontage by 72ft. depth, with buildings. A splendid site for a hotel. Terms very liberal. — [699, 60, 829, 100]
article-heading: AT LAST. — [194, 617, 231, 627]
notice-heading: EMPIRE STEAM LAUNDRY HYDROPATHIC DEPOT. — [842, 995, 961, 1034]
notice-heading: FOR SALE — [729, 545, 799, 556]
divider — [699, 494, 828, 495]
advertisement: FOR SALE, or TO BE LEASED for a term of years—A substantially-built TEN-ROOMED HOUSE, with cottage adjoining, situate in Hawker-street. — [699, 272, 829, 304]
table-row: Goods and live stock £ 2,214 £ 1,921 — [148, 216, 276, 224]
advertisement: DR. LALOR'S PHOSPHODYNE OR VITAL ELIXIR. BARRAUD AND SON, AGENTS. — [844, 809, 964, 825]
divider — [148, 133, 277, 134]
paragraph: It is feared that Cetywayo will not give way without a struggle, and the colonial forces are being strengthened. The troops at the front are in good health and spirits. — [285, 970, 415, 1002]
advertisement: WANTED immediately, a First-class Professional Cook. Apply to Mr. Monk, Post Office Hotel. — [423, 438, 553, 461]
divider — [424, 179, 553, 180]
paragraph: In the middle of the recent Parliamentary session he became so ill that his medical adviser ordered his immediate withdrawal from his duties as Speaker of the Council. Subsequently he went to Hawke's Bay, and stayed there at the residence of Mr. Rich, his son-in-law, till about a fortnight ago. — [10, 1281, 139, 1336]
paragraph: After retiring from the Indian army he came out to New Zealand about 1856, and settled in Otago, where he took a prominent part in public affairs. He was Superintendent of the Province, a member of the House of Representatives, and subsequently of the Legislative Council. — [10, 558, 139, 605]
paragraph: an error in the compass, probably also by the current setting into the bay. Also, that the ignorance of her officers as to the distance run was caused either by error in the clock, which was proved to be a common one, or by the officers having incorrectly read such clock. For this proceeding I can further of opinion that the master should have taken soundings, and slowed his engines as the weather was so foggy. — [10, 34, 139, 105]
paragraph: Bruce Ferguson, Esq., M.L.C., Dunedin; J. C. Brown, Esq., Dunedin; Henry Houghton, Esq., Merchant, Dunedin; T. W. Hutchison, Esq., Chemist, Dunedin; J. A. Torrance, Esq., Dunedin; W. Hutchison, Esq., Dunedin. — [975, 194, 1104, 234]
paragraph: In the middle of the recent Parliamentary session he became so ill that his medical adviser ordered his immediate withdrawal from his duties as Speaker of the Council. Subsequently he went to Hawke's Bay, and stayed there at the residence of Mr. Rich, his son-in-law, till about a fortnight ago. — [10, 501, 139, 557]
advertisement: A Public Meeting of the Ratepayers of the Hutt Valley interested in the Conservation of the Hutt River will be held at the Old Hall, Lower Hutt, on MONDAY, the 16th inst., at 7.30 p.m. — [423, 549, 553, 580]
advertisement: TO LET, at Karori, between the bridge and the property of the Hon. J. Johnston, a House containing eight apartments, together with a garden. Apply to W. S. Bell, Karori, or H. F. Logan, Wellington. — [423, 50, 553, 90]
subheading: BANKERS: — [1022, 234, 1057, 243]
notice-heading: NEW ZEALAND RAILWAYS. — [569, 232, 682, 255]
subheading: IS THE BEST. To be had retail from all respectable Storekeepers throughout the colony. — [845, 416, 958, 440]
divider — [699, 269, 828, 270]
paragraph: After retiring from the Indian army he came out to New Zealand about 1856, and settled in Otago, where he took a prominent part in public affairs. He was Superintendent of the Province, a member of the House of Representatives, and subsequently of the Legislative Council. — [10, 381, 139, 428]
advertisement: MR. P. E. WATTY is instructed to dispose of the Goodwill, Furniture, &c., of a first-class Accommodation House, close to the city. Terms very moderate. Apply Star Chambers. — [699, 133, 829, 165]
advertisement: AGENT FOR HASSETT'S AUCKLAND-MADE BRUSHWARE. SAMPLES ON VIEW. — [840, 197, 963, 213]
advertisement: WATCHES, CLOCKS, JEWELLERY, &c. Aluminium Watches at 12s. 6d.; Silver Watches at 25s., 27s. 6d.; Gold Watches at 45s., 50s., 60s., 70s., 80s. — [837, 287, 967, 319]
advertisement: BARRAUD AND SON, AGENTS. — [860, 847, 951, 855]
table-row: Passengers, parcels, &c. £ 3,048 £ 2,697 — [148, 209, 276, 217]
advertisement: THE LEASE, GOODWILL, STOCK, AND FURNITURE OF THE ROYAL HOTEL, FEATHERSTON, TOGETHER WITH STABLING FOR SIXTY HORSES, GOOD GARDEN, &c. — [707, 555, 824, 595]
